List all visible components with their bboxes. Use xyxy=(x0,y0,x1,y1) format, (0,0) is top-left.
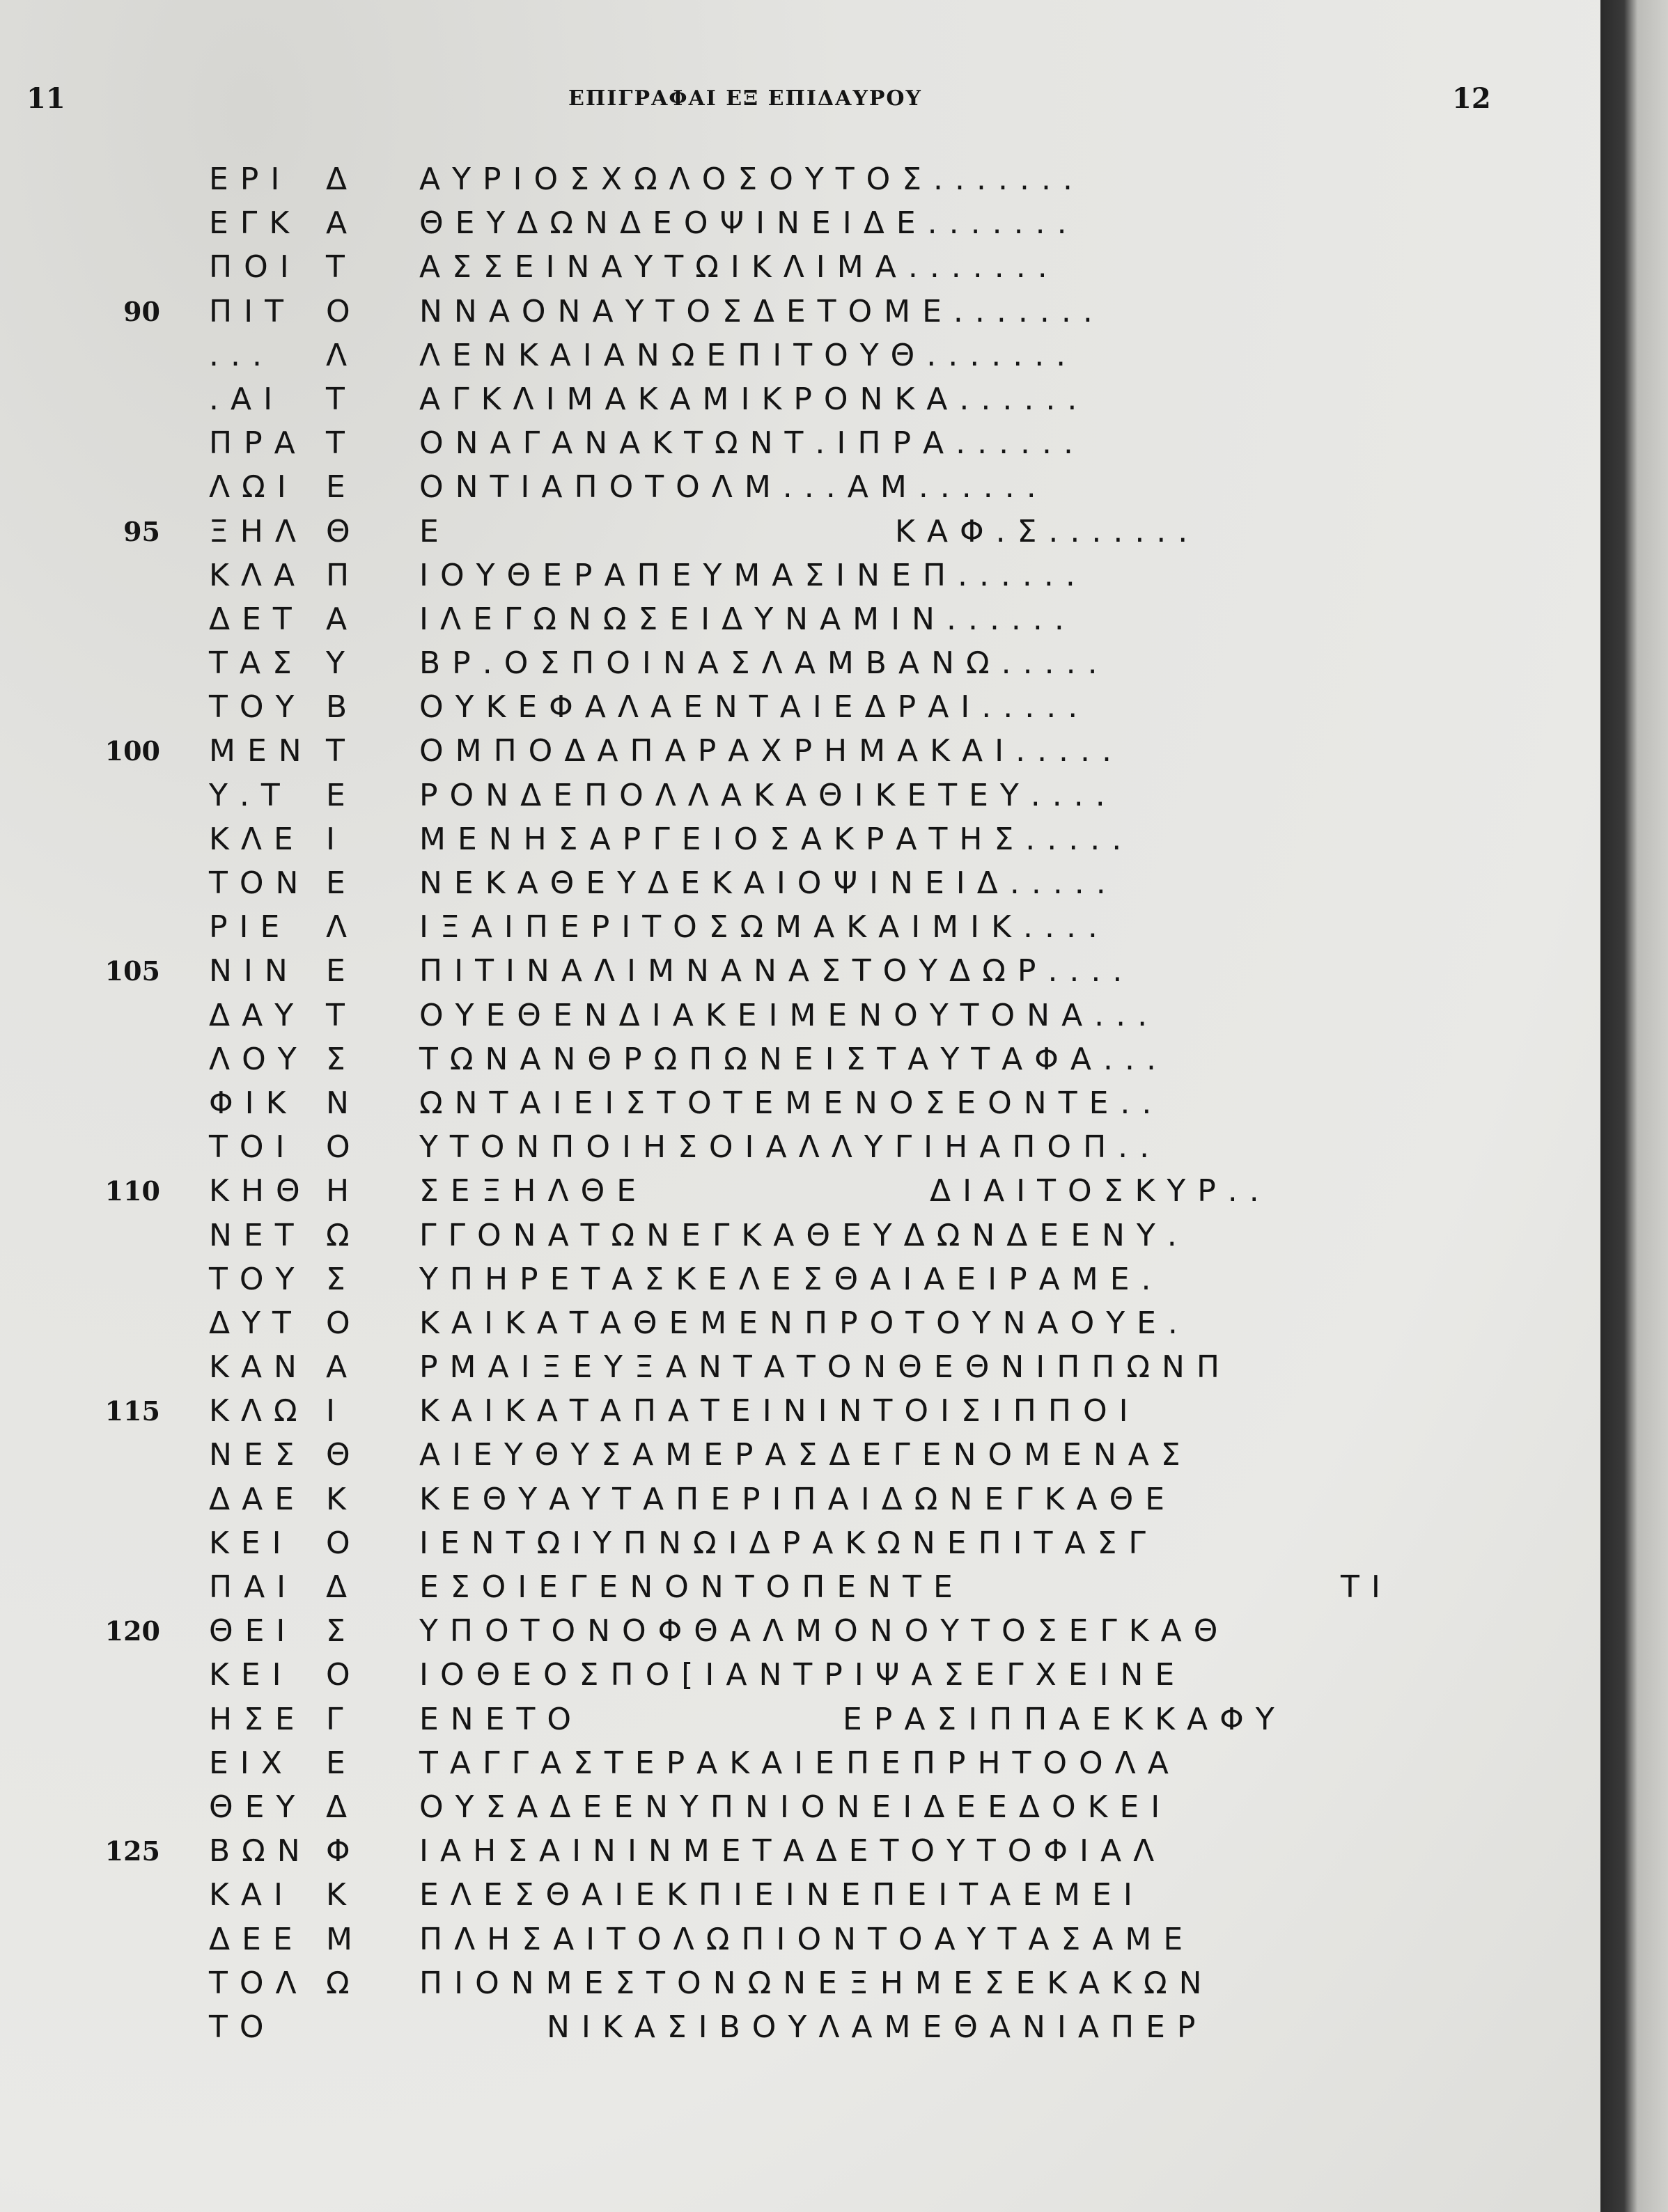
inscription-line xyxy=(0,1565,1600,1609)
text-column-a: ΔΕΤ xyxy=(209,601,304,637)
line-number: 100 xyxy=(104,735,160,767)
text-column-b: Δ xyxy=(326,1569,359,1605)
text-column-b: Δ xyxy=(326,162,359,197)
inscription-line xyxy=(0,1917,1600,1961)
text-column-c: ΙΛΕΓΩΝΩΣΕΙΔΥΝΑΜΙΝ...... xyxy=(419,601,1076,637)
page-number-right: 12 xyxy=(1452,82,1491,115)
text-column-b: Τ xyxy=(326,249,357,285)
inscription-line xyxy=(0,1345,1600,1389)
text-column-b: Τ xyxy=(326,997,357,1033)
text-column-b: Π xyxy=(326,557,361,593)
inscription-line xyxy=(0,774,1600,817)
text-column-a: ΚΕΙ xyxy=(209,1525,293,1561)
inscription-line xyxy=(0,1785,1600,1829)
inscription-line xyxy=(0,1301,1600,1345)
text-column-c: ΟΥΕΘΕΝΔΙΑΚΕΙΜΕΝΟΥΤΟΝΑ... xyxy=(419,997,1160,1033)
text-column-d: ΔΙΑΙΤΟΣΚΥΡ.. xyxy=(930,1173,1271,1209)
text-column-c: ΥΠΟΤΟΝΟΦΘΑΛΜΟΝΟΥΤΟΣΕΓΚΑΘ xyxy=(419,1613,1230,1649)
inscription-line xyxy=(0,1214,1600,1257)
inscription-line xyxy=(0,1873,1600,1917)
text-column-d: ΚΑΦ.Σ....... xyxy=(895,513,1200,549)
text-column-a: ΕΓΚ xyxy=(209,205,302,242)
text-column-a: ΔΕΕ xyxy=(209,1921,304,1957)
text-column-a: ΗΣΕ xyxy=(209,1701,306,1737)
text-column-b: Ε xyxy=(326,1745,357,1781)
inscription-line xyxy=(0,510,1600,554)
inscription-line xyxy=(0,465,1600,509)
text-column-a: ΚΑΝ xyxy=(209,1349,309,1386)
text-column-b: Λ xyxy=(326,337,359,373)
inscription-line xyxy=(0,290,1600,334)
text-column-a: ΚΛΕ xyxy=(209,821,305,857)
text-column-a: ΜΕΝ xyxy=(209,733,313,769)
text-column-c: ΠΙΤΙΝΑΛΙΜΝΑΝΑΣΤΟΥΔΩΡ.... xyxy=(419,953,1135,989)
inscription-line xyxy=(0,994,1600,1037)
text-column-a: ΕΡΙ xyxy=(209,162,292,197)
text-column-c: ΠΛΗΣΑΙΤΟΛΩΠΙΟΝΤΟΑΥΤΑΣΑΜΕ xyxy=(419,1921,1195,1957)
text-column-b: Θ xyxy=(326,1437,362,1473)
inscription-line xyxy=(0,1829,1600,1873)
inscription-line xyxy=(0,817,1600,861)
text-column-a: ΤΟΥ xyxy=(209,689,306,725)
text-column-c: ΚΑΙΚΑΤΑΠΑΤΕΙΝΙΝΤΟΙΣΙΠΠΟΙ xyxy=(419,1393,1140,1429)
text-column-a: ΚΕΙ xyxy=(209,1657,293,1693)
text-column-c: ΝΝΑΟΝΑΥΤΟΣΔΕΤΟΜΕ....... xyxy=(419,293,1105,329)
page-number-left: 11 xyxy=(26,82,65,115)
text-column-a: ΘΕΥ xyxy=(209,1789,307,1825)
inscription-line xyxy=(0,729,1600,773)
text-column-c: ΥΠΗΡΕΤΑΣΚΕΛΕΣΘΑΙΑΕΙΡΑΜΕ. xyxy=(419,1261,1163,1297)
inscription-line xyxy=(0,1081,1600,1125)
text-column-b: Α xyxy=(326,205,359,242)
text-column-a: ΤΟΥ xyxy=(209,1261,306,1297)
text-column-a: ΚΛΩ xyxy=(209,1393,309,1429)
text-column-a: ΠΡΑ xyxy=(209,425,307,462)
text-column-b: Ο xyxy=(326,1657,362,1693)
line-number: 120 xyxy=(104,1615,160,1647)
text-column-c: ΝΕΚΑΘΕΥΔΕΚΑΙΟΨΙΝΕΙΔ..... xyxy=(419,865,1118,901)
text-column-a: ΝΕΣ xyxy=(209,1437,306,1473)
inscription-line xyxy=(0,1477,1600,1521)
text-column-c: ΕΛΕΣΘΑΙΕΚΠΙΕΙΝΕΠΕΙΤΑΕΜΕΙ xyxy=(419,1877,1144,1913)
inscription-line xyxy=(0,201,1600,245)
inscription-line xyxy=(0,641,1600,685)
inscription-line xyxy=(0,245,1600,289)
text-column-b: Δ xyxy=(326,1789,359,1825)
text-column-b: Κ xyxy=(326,1481,358,1517)
text-column-b: Τ xyxy=(326,381,357,417)
inscription-line xyxy=(0,1257,1600,1301)
text-column-a: ΘΕΙ xyxy=(209,1613,297,1649)
inscription-line xyxy=(0,2005,1600,2049)
inscription-text xyxy=(0,157,1600,2049)
inscription-line xyxy=(0,1961,1600,2005)
inscription-line xyxy=(0,685,1600,729)
text-column-c: ΓΓΟΝΑΤΩΝΕΓΚΑΘΕΥΔΩΝΔΕΕΝΥ. xyxy=(419,1217,1189,1253)
line-number: 105 xyxy=(104,955,160,987)
text-column-a: ΝΙΝ xyxy=(209,953,299,989)
inscription-line xyxy=(0,1433,1600,1477)
inscription-line xyxy=(0,1521,1600,1565)
inscription-line xyxy=(0,1169,1600,1213)
text-column-c: ΒΡ.ΟΣΠΟΙΝΑΣΛΑΜΒΑΝΩ..... xyxy=(419,645,1109,682)
text-column-a: ΤΟΙ xyxy=(209,1129,297,1166)
text-column-a: ΞΗΛ xyxy=(209,513,308,549)
line-number: 95 xyxy=(123,515,160,547)
text-column-a: ΤΑΣ xyxy=(209,645,304,682)
inscription-line xyxy=(0,861,1600,905)
text-column-b: Κ xyxy=(326,1877,358,1913)
text-column-c: ΕΝΕΤΟ xyxy=(419,1701,584,1737)
text-column-a: ΛΟΥ xyxy=(209,1041,309,1077)
text-column-c: ΟΝΤΙΑΠΟΤΟΛΜ...ΑΜ...... xyxy=(419,469,1048,505)
inscription-line xyxy=(0,1125,1600,1169)
text-column-a: ΚΛΑ xyxy=(209,557,307,593)
inscription-line xyxy=(0,1037,1600,1081)
text-column-d: ΤΙ xyxy=(1341,1569,1392,1605)
text-column-b: Ω xyxy=(326,1965,361,2001)
text-column-a: ΒΩΝ xyxy=(209,1833,312,1869)
inscription-line xyxy=(0,1697,1600,1741)
book-spine xyxy=(1600,0,1668,2212)
text-column-b: Ο xyxy=(326,1129,362,1166)
text-column-a: ΕΙΧ xyxy=(209,1745,294,1781)
text-column-a: ΠΑΙ xyxy=(209,1569,298,1605)
text-column-b: Ο xyxy=(326,293,362,329)
line-number: 115 xyxy=(104,1395,160,1427)
text-column-a: ΡΙΕ xyxy=(209,909,292,946)
inscription-line xyxy=(0,597,1600,641)
text-column-c: ΡΜΑΙΞΕΥΞΑΝΤΑΤΟΝΘΕΘΝΙΠΠΩΝΠ xyxy=(419,1349,1232,1386)
text-column-d: ΝΙΚΑΣΙΒΟΥΛΑΜΕΘΑΝΙΑΠΕΡ xyxy=(547,2009,1208,2045)
text-column-b: Ω xyxy=(326,1217,361,1253)
text-column-c: ΤΩΝΑΝΘΡΩΠΩΝΕΙΣΤΑΥΤΑΦΑ... xyxy=(419,1041,1168,1077)
text-column-b: Φ xyxy=(326,1833,362,1869)
text-column-c: ΟΥΣΑΔΕΕΝΥΠΝΙΟΝΕΙΔΕΕΔΟΚΕΙ xyxy=(419,1789,1172,1825)
text-column-b: Η xyxy=(326,1173,361,1209)
text-column-a: ΠΙΤ xyxy=(209,293,295,329)
text-column-c: ΩΝΤΑΙΕΙΣΤΟΤΕΜΕΝΟΣΕΟΝΤΕ.. xyxy=(419,1085,1164,1121)
text-column-b: Ο xyxy=(326,1305,362,1341)
text-column-c: ΟΥΚΕΦΑΛΑΕΝΤΑΙΕΔΡΑΙ..... xyxy=(419,689,1090,725)
text-column-c: ΚΕΘΥΑΥΤΑΠΕΡΙΠΑΙΔΩΝΕΓΚΑΘΕ xyxy=(419,1481,1177,1517)
text-column-a: ΔΑΥ xyxy=(209,997,306,1033)
inscription-line xyxy=(0,377,1600,421)
text-column-a: .ΑΙ xyxy=(209,381,285,417)
text-column-c: ΜΕΝΗΣΑΡΓΕΙΟΣΑΚΡΑΤΗΣ..... xyxy=(419,821,1134,857)
text-column-b: Υ xyxy=(326,645,357,682)
text-column-a: ΔΑΕ xyxy=(209,1481,306,1517)
text-column-c: ΑΥΡΙΟΣΧΩΛΟΣΟΥΤΟΣ....... xyxy=(419,162,1084,197)
text-column-c: ΛΕΝΚΑΙΑΝΩΕΠΙΤΟΥΘ....... xyxy=(419,337,1078,373)
inscription-line xyxy=(0,421,1600,465)
text-column-b: Σ xyxy=(326,1041,357,1077)
text-column-b: Ι xyxy=(326,821,347,857)
text-column-b: Θ xyxy=(326,513,362,549)
text-column-c: ΠΙΟΝΜΕΣΤΟΝΩΝΕΞΗΜΕΣΕΚΑΚΩΝ xyxy=(419,1965,1214,2001)
text-column-c: ΟΝΑΓΑΝΑΚΤΩΝΤ.ΙΠΡΑ...... xyxy=(419,425,1086,462)
text-column-c: ΙΕΝΤΩΙΥΠΝΩΙΔΡΑΚΩΝΕΠΙΤΑΣΓ xyxy=(419,1525,1158,1561)
text-column-b: Α xyxy=(326,1349,359,1386)
inscription-line xyxy=(0,554,1600,597)
text-column-c: ΑΙΕΥΘΥΣΑΜΕΡΑΣΔΕΓΕΝΟΜΕΝΑΣ xyxy=(419,1437,1192,1473)
text-column-a: ΛΩΙ xyxy=(209,469,298,505)
text-column-a: ΤΟ xyxy=(209,2009,276,2045)
inscription-line xyxy=(0,949,1600,993)
text-column-b: Ε xyxy=(326,469,357,505)
text-column-b: Ο xyxy=(326,1525,362,1561)
text-column-a: ΚΑΙ xyxy=(209,1877,295,1913)
text-column-b: Σ xyxy=(326,1613,357,1649)
text-column-c: ΙΟΥΘΕΡΑΠΕΥΜΑΣΙΝΕΠ...... xyxy=(419,557,1087,593)
inscription-line xyxy=(0,157,1600,201)
inscription-line xyxy=(0,1741,1600,1785)
text-column-b: Ε xyxy=(326,865,357,901)
text-column-b: Ν xyxy=(326,1085,361,1121)
text-column-b: Α xyxy=(326,601,359,637)
text-column-b: Β xyxy=(326,689,359,725)
text-column-c: ΥΤΟΝΠΟΙΗΣΟΙΑΛΛΥΓΙΗΑΠΟΠ.. xyxy=(419,1129,1162,1166)
text-column-a: ΤΟΛ xyxy=(209,1965,309,2001)
text-column-c: ΙΑΗΣΑΙΝΙΝΜΕΤΑΔΕΤΟΥΤΟΦΙΑΛ xyxy=(419,1833,1167,1869)
text-column-a: ... xyxy=(209,337,274,373)
text-column-d: ΕΡΑΣΙΠΠΑΕΚΚΑΦΥ xyxy=(843,1701,1286,1737)
text-column-c: ΙΟΘΕΟΣΠΟ[ΙΑΝΤΡΙΨΑΣΕΓΧΕΙΝΕ xyxy=(419,1657,1187,1693)
line-number: 110 xyxy=(104,1175,160,1207)
text-column-c: ΑΓΚΛΙΜΑΚΑΜΙΚΡΟΝΚΑ...... xyxy=(419,381,1089,417)
text-column-c: ΚΑΙΚΑΤΑΘΕΜΕΝΠΡΟΤΟΥΝΑΟΥΕ. xyxy=(419,1305,1190,1341)
inscription-line xyxy=(0,334,1600,377)
text-column-c: ΙΞΑΙΠΕΡΙΤΟΣΩΜΑΚΑΙΜΙΚ.... xyxy=(419,909,1109,946)
inscription-line xyxy=(0,905,1600,949)
inscription-line xyxy=(0,1609,1600,1653)
text-column-a: ΤΟΝ xyxy=(209,865,311,901)
inscription-line xyxy=(0,1653,1600,1697)
text-column-c: Ε xyxy=(419,513,451,549)
running-title: ΕΠΙΓΡΑΦΑΙ ΕΞ ΕΠΙΔΑΥΡΟΥ xyxy=(568,86,922,111)
text-column-a: ΦΙΚ xyxy=(209,1085,298,1121)
text-column-a: Υ.Τ xyxy=(209,777,292,813)
text-column-b: Ε xyxy=(326,953,357,989)
text-column-b: Σ xyxy=(326,1261,357,1297)
text-column-c: ΟΜΠΟΔΑΠΑΡΑΧΡΗΜΑΚΑΙ..... xyxy=(419,733,1124,769)
line-number: 125 xyxy=(104,1835,160,1867)
text-column-c: ΕΣΟΙΕΓΕΝΟΝΤΟΠΕΝΤΕ xyxy=(419,1569,965,1605)
text-column-a: ΝΕΤ xyxy=(209,1217,306,1253)
text-column-b: Λ xyxy=(326,909,359,946)
text-column-b: Ε xyxy=(326,777,357,813)
text-column-b: Ι xyxy=(326,1393,347,1429)
text-column-a: ΠΟΙ xyxy=(209,249,301,285)
text-column-a: ΚΗΘ xyxy=(209,1173,312,1209)
text-column-a: ΔΥΤ xyxy=(209,1305,303,1341)
text-column-c: ΡΟΝΔΕΠΟΛΛΑΚΑΘΙΚΕΤΕΥ.... xyxy=(419,777,1117,813)
inscription-line xyxy=(0,1389,1600,1433)
text-column-b: Γ xyxy=(326,1701,355,1737)
text-column-b: Μ xyxy=(326,1921,364,1957)
text-column-c: ΘΕΥΔΩΝΔΕΟΨΙΝΕΙΔΕ....... xyxy=(419,205,1079,242)
text-column-b: Τ xyxy=(326,733,357,769)
text-column-c: ΑΣΣΕΙΝΑΥΤΩΙΚΛΙΜΑ....... xyxy=(419,249,1059,285)
text-column-b: Τ xyxy=(326,425,357,462)
line-number: 90 xyxy=(123,295,160,327)
text-column-c: ΣΕΞΗΛΘΕ xyxy=(419,1173,648,1209)
text-column-c: ΤΑΓΓΑΣΤΕΡΑΚΑΙΕΠΕΠΡΗΤΟΟΛΑ xyxy=(419,1745,1180,1781)
